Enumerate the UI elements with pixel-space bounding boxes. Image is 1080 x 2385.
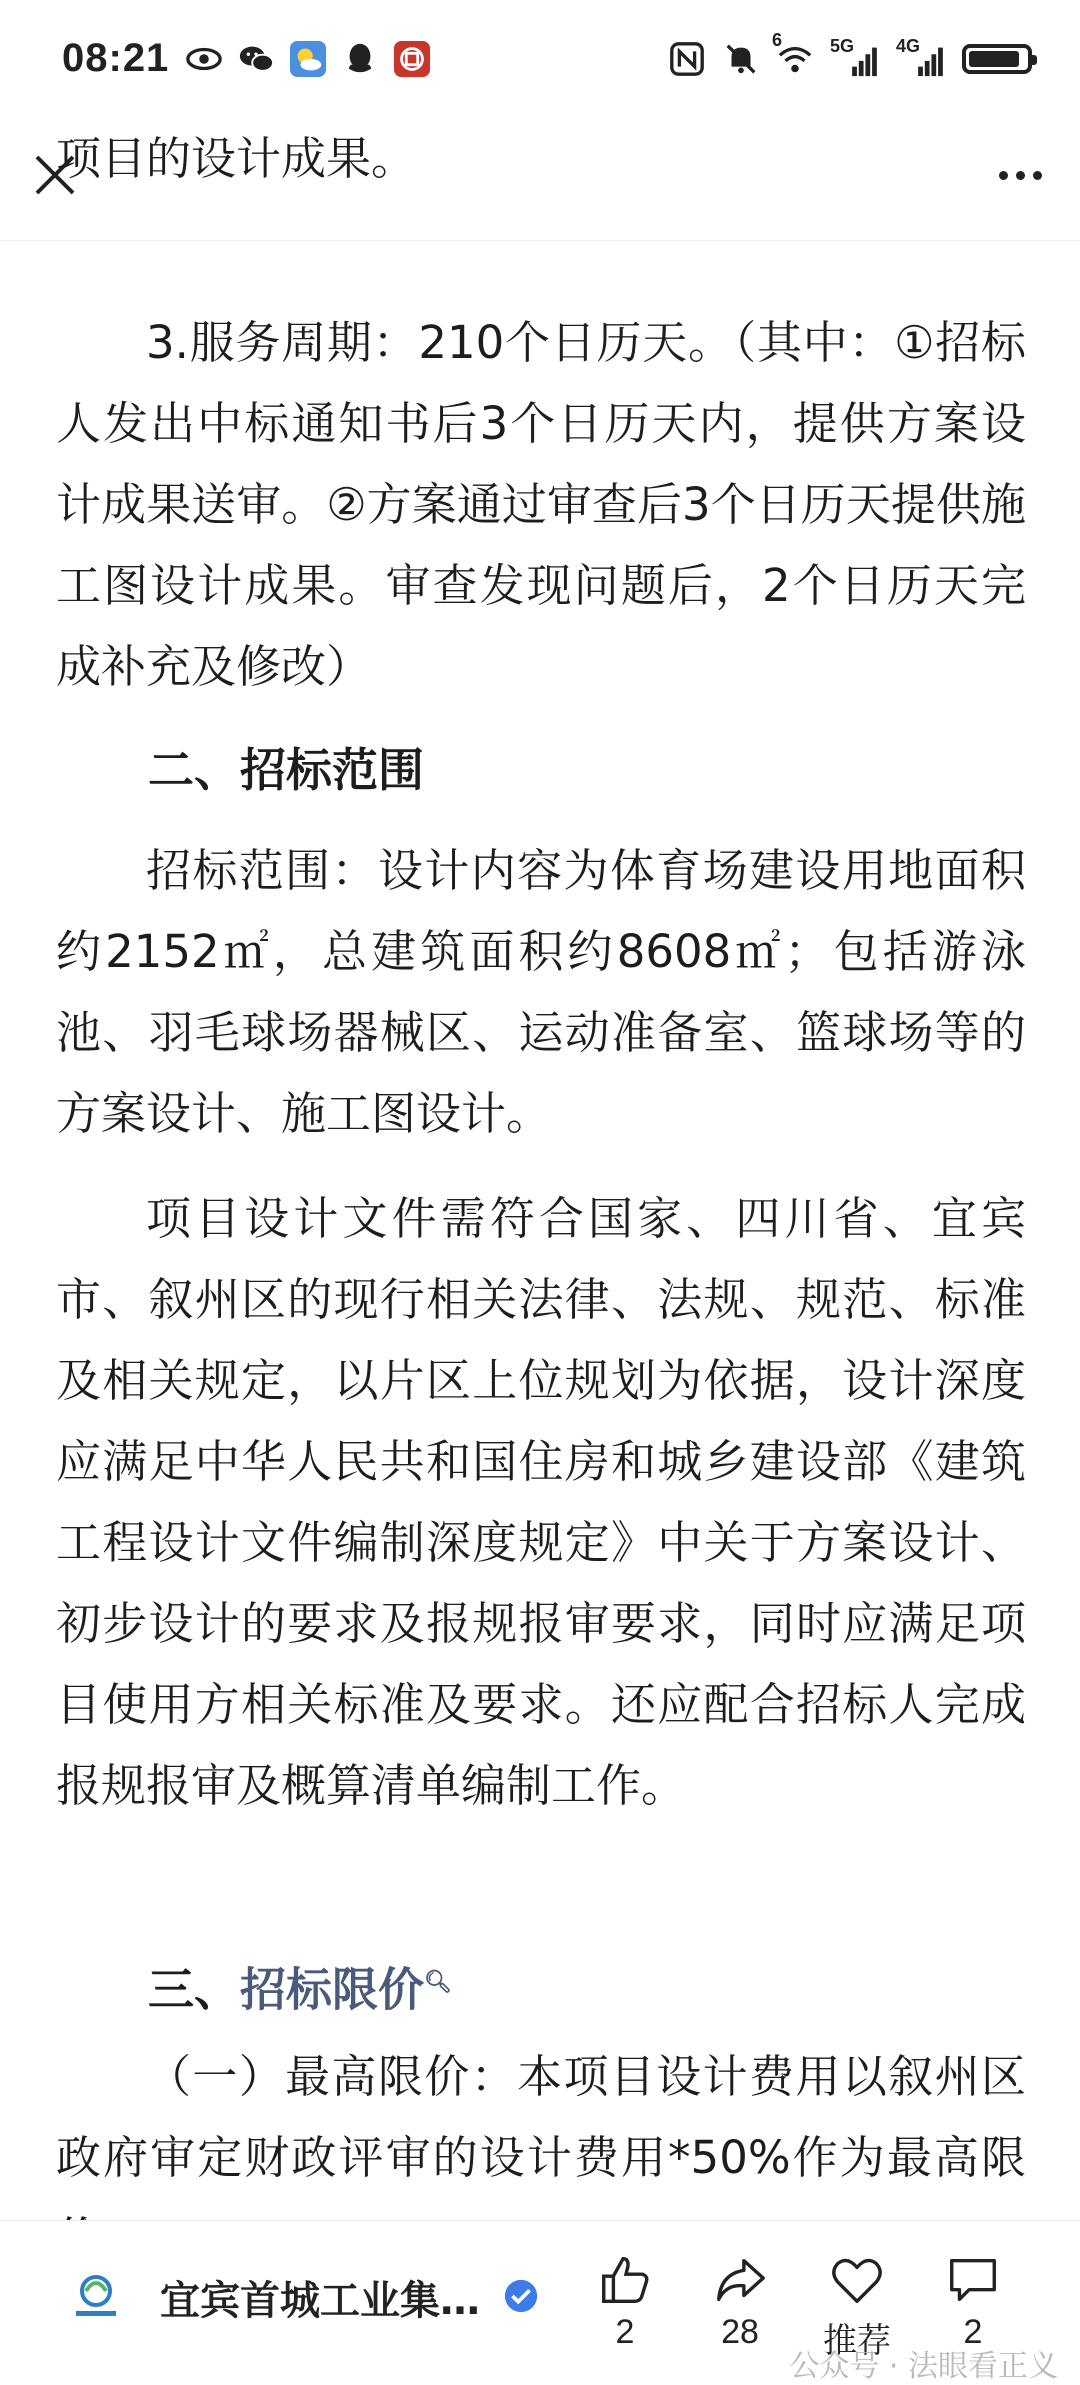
signal-4g-icon bbox=[896, 36, 946, 78]
heading-bidding-scope: 二、招标范围 bbox=[148, 743, 424, 797]
qq-icon bbox=[341, 40, 379, 78]
status-bar bbox=[0, 0, 1080, 125]
verified-badge-icon bbox=[502, 2277, 540, 2315]
heart-icon bbox=[828, 2251, 886, 2309]
bottom-action-bar bbox=[0, 2220, 1080, 2383]
battery-level bbox=[969, 51, 1019, 67]
wechat-icon bbox=[237, 40, 275, 78]
like-button[interactable] bbox=[580, 2251, 670, 2352]
heading-prefix: 三、 bbox=[148, 1962, 240, 2017]
account-logo[interactable] bbox=[70, 2271, 122, 2323]
status-time: 08:21 bbox=[62, 36, 170, 80]
search-icon[interactable]: 🔍︎ bbox=[424, 1970, 452, 1995]
comment-icon bbox=[944, 2251, 1002, 2309]
article-body bbox=[0, 132, 1080, 2220]
nfc-icon bbox=[668, 40, 706, 78]
share-icon bbox=[711, 2251, 769, 2309]
eye-icon bbox=[185, 40, 223, 78]
watermark: 公众号 · 法眼看正义 bbox=[789, 2349, 1058, 2384]
wifi-icon bbox=[772, 30, 814, 78]
sim1-label: 5G bbox=[830, 36, 855, 56]
heading-price-limit bbox=[56, 1942, 1026, 2030]
recommend-label: 推荐 bbox=[823, 2322, 891, 2360]
battery-icon bbox=[962, 44, 1032, 74]
system-icons bbox=[668, 30, 1032, 78]
paragraph-cutoff: 项目的设计成果。 bbox=[56, 132, 417, 185]
signal-5g-icon bbox=[830, 36, 880, 78]
thumbs-up-icon bbox=[596, 2251, 654, 2309]
bank-app-icon bbox=[393, 40, 431, 78]
wifi-label: 6 bbox=[772, 30, 783, 50]
sim2-label: 4G bbox=[896, 36, 921, 56]
account-name[interactable]: 宜宾首城工业集… bbox=[160, 2278, 480, 2324]
paragraph-bidding-scope: 招标范围：设计内容为体育场建设用地面积约2152㎡，总建筑面积约8608㎡；包括游泳池、羽毛球场器械区、运动准备室、篮球场等的方案设计、施工图设计。 bbox=[56, 844, 1026, 1140]
mute-icon bbox=[722, 40, 760, 78]
paragraph-max-price: （一）最高限价：本项目设计费用以叙州区政府审定财政评审的设计费用*50%作为最高限 bbox=[56, 2050, 1026, 2184]
comment-button[interactable] bbox=[928, 2251, 1018, 2352]
like-count: 2 bbox=[615, 2313, 635, 2351]
heading-link[interactable]: 招标限价 bbox=[240, 1962, 424, 2017]
paragraph-design-requirements: 项目设计文件需符合国家、四川省、宜宾市、叙州区的现行相关法律、法规、规范、标准及相关规定，以片区上位规划为依据，设计深度应满足中华人民共和国住房和城乡建设部《建筑工程设计文件编制深度规定》中关于方案设计、初步设计的要求及报规报审要求，同时应满足项目使用方相关标准及要求。还应配合招标人完成报规报审及概算清单编制工作。 bbox=[56, 1192, 1026, 1812]
share-button[interactable] bbox=[695, 2251, 785, 2352]
notification-icons bbox=[185, 40, 431, 78]
paragraph-service-period: 3.服务周期：210个日历天。（其中：①招标人发出中标通知书后3个日历天内，提供方案设计成果送审。②方案通过审查后3个日历天提供施工图设计成果。审查发现问题后，2个日历天完成补充及修改） bbox=[56, 316, 1026, 693]
comment-count: 2 bbox=[963, 2313, 983, 2351]
weather-app-icon bbox=[289, 40, 327, 78]
share-count: 28 bbox=[721, 2313, 759, 2351]
